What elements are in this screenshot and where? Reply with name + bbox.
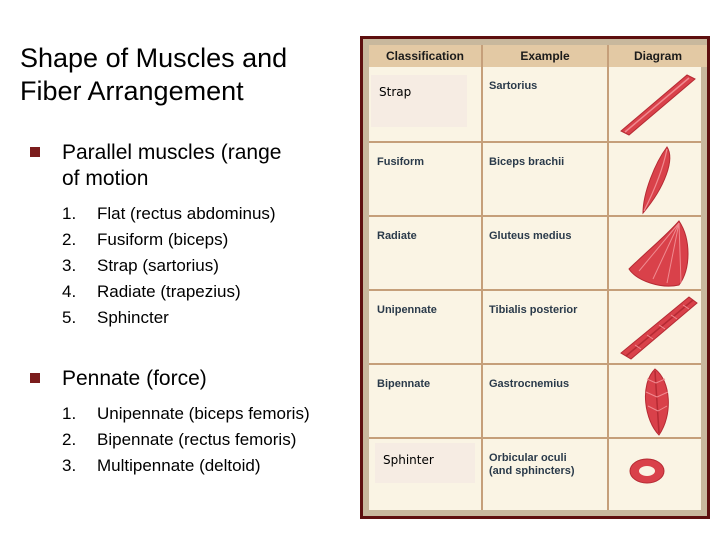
list-item: 2. Bipennate (rectus femoris) — [62, 430, 297, 449]
radiate-muscle-icon — [609, 219, 701, 289]
square-bullet-icon — [30, 373, 40, 383]
parallel-heading-line1: Parallel muscles (range — [62, 141, 282, 164]
table-row — [369, 291, 701, 365]
table-row — [369, 67, 701, 141]
title-line-1: Shape of Muscles and — [20, 43, 288, 73]
table-row — [369, 217, 701, 291]
classification-cell: Bipennate — [377, 378, 431, 390]
list-item: 2. Fusiform (biceps) — [62, 230, 229, 249]
table-row — [369, 143, 701, 217]
square-bullet-icon — [30, 147, 40, 157]
parallel-heading-line2: of motion — [62, 167, 149, 190]
bipennate-muscle-icon — [609, 367, 701, 437]
title-line-2: Fiber Arrangement — [20, 76, 244, 106]
list-item: 5. Sphincter — [62, 308, 169, 327]
example-cell: Sartorius — [489, 80, 538, 92]
parallel-section — [30, 140, 360, 331]
parallel-list — [62, 201, 360, 331]
table-row — [369, 365, 701, 439]
list-item: 4. Radiate (trapezius) — [62, 282, 241, 301]
classification-table — [369, 45, 701, 510]
classification-cell: Radiate — [377, 230, 417, 242]
muscle-classification-figure — [360, 36, 710, 519]
example-cell: Gastrocnemius — [489, 378, 570, 390]
example-cell: Tibialis posterior — [489, 304, 578, 316]
list-item: 1. Flat (rectus abdominus) — [62, 204, 276, 223]
example-cell: Gluteus medius — [489, 230, 572, 242]
example-cell: Orbicular oculi (and sphincters) — [489, 452, 575, 477]
fusiform-muscle-icon — [609, 145, 701, 215]
header-classification: Classification — [369, 45, 481, 67]
pennate-section — [30, 366, 360, 479]
classification-cell: Unipennate — [377, 304, 437, 316]
classification-label-patch: Strap — [371, 75, 467, 127]
pennate-heading: Pennate (force) — [30, 366, 360, 392]
parallel-heading — [30, 140, 360, 192]
classification-cell: Fusiform — [377, 156, 425, 168]
pennate-list — [62, 401, 360, 479]
classification-label-patch: Sphinter — [375, 443, 475, 483]
header-diagram: Diagram — [609, 45, 707, 67]
table-row — [369, 439, 701, 513]
sphincter-muscle-icon — [609, 441, 701, 511]
slide-title — [20, 42, 350, 108]
unipennate-muscle-icon — [609, 293, 701, 363]
header-example: Example — [483, 45, 607, 67]
strap-muscle-icon — [609, 69, 701, 139]
list-item: 3. Strap (sartorius) — [62, 256, 219, 275]
example-cell: Biceps brachii — [489, 156, 565, 168]
list-item: 3. Multipennate (deltoid) — [62, 456, 261, 475]
list-item: 1. Unipennate (biceps femoris) — [62, 404, 310, 423]
